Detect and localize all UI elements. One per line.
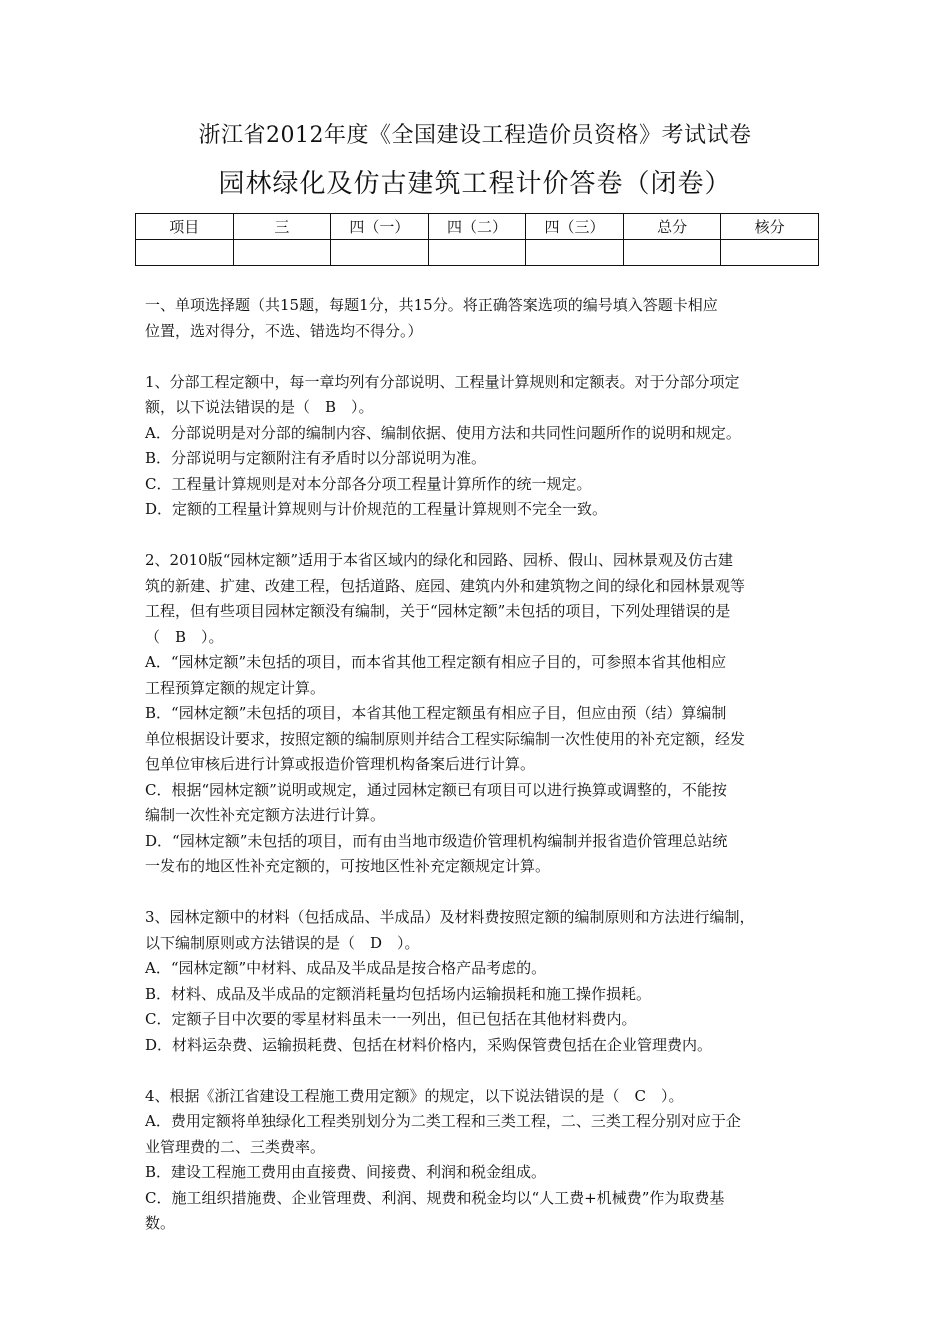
score-cell	[331, 240, 429, 266]
option-a: A．费用定额将单独绿化工程类别划分为二类工程和三类工程，二、三类工程分别对应于企	[145, 1112, 741, 1130]
option-a: A．分部说明是对分部的编制内容、编制依据、使用方法和共同性问题所作的说明和规定。	[145, 423, 741, 442]
question-stem-line: 1、分部工程定额中，每一章均列有分部说明、工程量计算规则和定额表。对于分部分项定	[145, 372, 740, 391]
exam-subtitle: 园林绿化及仿古建筑工程计价答卷（闭卷）	[218, 169, 732, 199]
score-col-header: 四（二）	[428, 214, 526, 240]
option-c-cont: 编制一次性补充定额方法进行计算。	[145, 806, 386, 824]
question-stem-line: 2、2010版“园林定额”适用于本省区域内的绿化和园路、园桥、假山、园林景观及仿古建	[145, 551, 734, 569]
option-a: A．“园林定额”中材料、成品及半成品是按合格产品考虑的。	[145, 959, 547, 977]
score-cell	[428, 240, 526, 266]
score-table	[135, 213, 819, 266]
question-4	[145, 1084, 811, 1237]
score-col-header: 核分	[721, 214, 819, 240]
option-c: C．工程量计算规则是对本分部各分项工程量计算所作的统一规定。	[145, 474, 592, 493]
exam-body	[145, 293, 811, 1237]
question-stem-line: （ B ）。	[145, 627, 224, 646]
score-cell	[623, 240, 721, 266]
option-d: D．定额的工程量计算规则与计价规范的工程量计算规则不完全一致。	[145, 500, 608, 518]
score-cell	[721, 240, 819, 266]
question-1	[145, 370, 811, 523]
option-c: C．施工组织措施费、企业管理费、利润、规费和税金均以“人工费+机械费”作为取费基	[145, 1188, 725, 1207]
score-col-header: 四（三）	[526, 214, 624, 240]
option-c-cont: 数。	[145, 1214, 176, 1232]
question-2	[145, 548, 811, 880]
score-col-header: 项目	[136, 214, 234, 240]
question-stem-line: 以下编制原则或方法错误的是（ D ）。	[145, 933, 420, 952]
option-b: B．材料、成品及半成品的定额消耗量均包括场内运输损耗和施工操作损耗。	[145, 984, 652, 1003]
option-d: D．材料运杂费、运输损耗费、包括在材料价格内，采购保管费包括在企业管理费内。	[145, 1035, 713, 1054]
question-stem-line: 工程，但有些项目园林定额没有编制，关于“园林定额”未包括的项目，下列处理错误的是	[145, 602, 731, 620]
question-stem-line: 3、园林定额中的材料（包括成品、半成品）及材料费按照定额的编制原则和方法进行编制，	[145, 908, 755, 926]
question-stem-line: 额，以下说法错误的是（ B ）。	[145, 398, 374, 416]
score-cell	[136, 240, 234, 266]
option-b: B．“园林定额”未包括的项目，本省其他工程定额虽有相应子目，但应由预（结）算编制	[145, 704, 727, 722]
score-col-header: 总分	[623, 214, 721, 240]
score-table-value-row	[136, 240, 819, 266]
option-b-cont: 单位根据设计要求，按照定额的编制原则并结合工程实际编制一次性使用的补充定额，经发	[145, 729, 746, 748]
option-b: B．分部说明与定额附注有矛盾时以分部说明为准。	[145, 449, 487, 467]
score-cell	[526, 240, 624, 266]
exam-title: 浙江省2012年度《全国建设工程造价员资格》考试试卷	[198, 123, 752, 148]
score-col-header: 四（一）	[331, 214, 429, 240]
option-c: C．根据“园林定额”说明或规定，通过园林定额已有项目可以进行换算或调整的，不能按	[145, 780, 727, 799]
instruction-line: 位置，选对得分，不选、错选均不得分。）	[145, 321, 423, 340]
option-b: B．建设工程施工费用由直接费、间接费、利润和税金组成。	[145, 1163, 547, 1181]
option-a: A．“园林定额”未包括的项目，而本省其他工程定额有相应子目的，可参照本省其他相应	[145, 653, 727, 671]
score-cell	[233, 240, 331, 266]
option-b-cont: 包单位审核后进行计算或报造价管理机构备案后进行计算。	[145, 755, 536, 773]
option-c: C．定额子目中次要的零星材料虽未一一列出，但已包括在其他材料费内。	[145, 1010, 637, 1028]
option-d-cont: 一发布的地区性补充定额的，可按地区性补充定额规定计算。	[145, 857, 551, 875]
question-3	[145, 905, 811, 1058]
option-a-cont: 工程预算定额的规定计算。	[145, 678, 326, 697]
question-stem-line: 4、根据《浙江省建设工程施工费用定额》的规定，以下说法错误的是（ C ）。	[145, 1086, 684, 1105]
section-instructions	[145, 293, 811, 344]
score-col-header: 三	[233, 214, 331, 240]
score-table-header-row	[136, 214, 819, 240]
question-stem-line: 筑的新建、扩建、改建工程，包括道路、庭园、建筑内外和建筑物之间的绿化和园林景观等	[145, 576, 746, 595]
instruction-line: 一、单项选择题（共15题，每题1分，共15分。将正确答案选项的编号填入答题卡相应	[145, 296, 718, 314]
option-d: D．“园林定额”未包括的项目，而有由当地市级造价管理机构编制并报省造价管理总站统	[145, 831, 728, 850]
option-a-cont: 业管理费的二、三类费率。	[145, 1137, 326, 1156]
